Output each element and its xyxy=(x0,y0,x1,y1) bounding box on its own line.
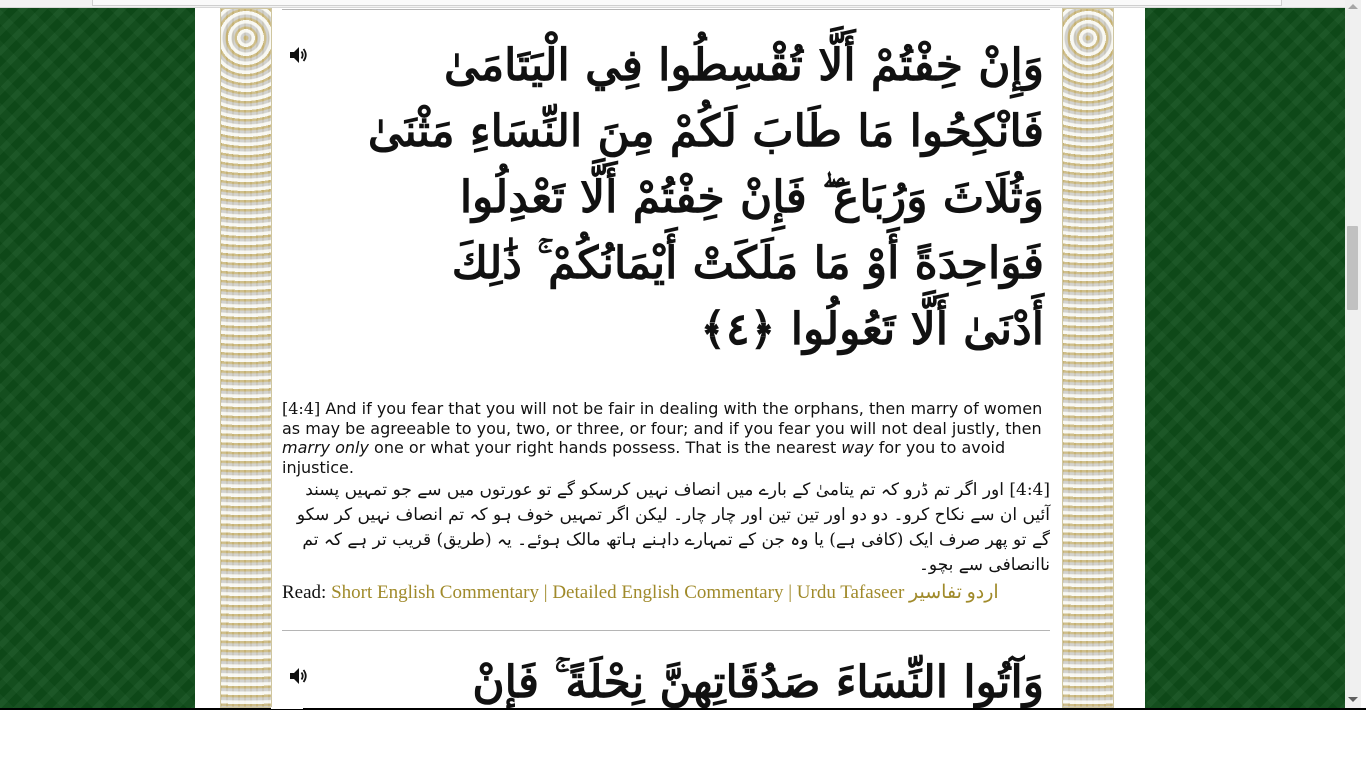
urdu-translation: [4:4] اور اگر تم ڈرو کہ تم یتامیٰ کے بارے میں انصاف نہیں کرسکو گے تو عورتوں میں سے جو تمہیں پسند آئیں ان سے نکاح کرو۔ دو دو اور تین تین اور چار چار۔ لیکن اگر تمہیں خوف ہو کہ تم انصاف نہیں کر سکو گے تو پھر صرف ایک (کافی ہے) یا وہ جن کے تمہارے داہنے ہاتھ مالک ہوئے۔ یہ (طریق) قریب تر ہے کہ تم ناانصافی سے بچو۔ xyxy=(296,480,1050,575)
divider-top xyxy=(282,9,1050,10)
page-column xyxy=(195,8,1145,708)
detailed-english-commentary-link[interactable]: Detailed English Commentary xyxy=(552,582,784,603)
link-separator: | xyxy=(783,582,797,603)
translation-text: one or what your right hands possess. That is the nearest xyxy=(368,438,842,457)
page-viewport xyxy=(0,8,1345,708)
arabic-line: وَآتُوا النِّسَاءَ صَدُقَاتِهِنَّ نِحْلَةً ۚ فَإِنْ xyxy=(472,657,1044,708)
divider-between-verses xyxy=(282,630,1050,631)
scroll-up-arrow-icon[interactable] xyxy=(1348,4,1358,9)
arabic-line: فَانْكِحُوا مَا طَابَ لَكُمْ مِنَ النِّسَاءِ مَثْنَىٰ xyxy=(367,106,1044,157)
decorative-border-left xyxy=(220,8,272,708)
speaker-icon[interactable] xyxy=(288,45,310,65)
urdu-tafaseer-native-link[interactable]: اردو تفاسیر xyxy=(909,582,999,603)
scroll-down-arrow-icon[interactable] xyxy=(1348,697,1358,702)
scrollbar-thumb[interactable] xyxy=(1347,226,1358,310)
vertical-scrollbar[interactable] xyxy=(1345,0,1361,708)
read-commentary-links xyxy=(282,581,1050,604)
speaker-icon[interactable] xyxy=(288,666,310,686)
link-separator: | xyxy=(539,582,553,603)
arabic-line: فَوَاحِدَةً أَوْ مَا مَلَكَتْ أَيْمَانُكُمْ ۚ ذَٰلِكَ xyxy=(451,238,1044,289)
arabic-verse-text xyxy=(472,650,1044,708)
translation-text: And if you fear that you will not be fair in dealing with the orphans, then marry of women as may be agreeable to you, two, or three, or four; and if you fear you will not deal justly, then xyxy=(282,399,1043,438)
arabic-verse-text xyxy=(367,33,1044,363)
verse-reference: [4:4] xyxy=(282,399,321,418)
top-frame-edge xyxy=(92,0,1282,6)
arabic-line: أَدْنَىٰ أَلَّا تَعُولُوا ﴿٤﴾ xyxy=(700,304,1044,355)
arabic-line: وَثُلَاثَ وَرُبَاعَ ۖ فَإِنْ خِفْتُمْ أَلَّا تَعْدِلُوا xyxy=(459,172,1044,223)
window-edge xyxy=(1361,0,1366,708)
arabic-line: وَإِنْ خِفْتُمْ أَلَّا تُقْسِطُوا فِي الْيَتَامَىٰ xyxy=(443,40,1044,91)
decorative-border-right xyxy=(1062,8,1114,708)
lower-blank-frame xyxy=(0,710,1366,768)
translation-text: for you to avoid injustice. xyxy=(282,438,1006,477)
frame-bottom-gap xyxy=(271,707,303,709)
read-label: Read: xyxy=(282,582,327,603)
translation-italic: marry only xyxy=(282,438,369,457)
urdu-tafaseer-link[interactable]: Urdu Tafaseer xyxy=(796,582,905,603)
short-english-commentary-link[interactable]: Short English Commentary xyxy=(331,582,540,603)
translation-italic: way xyxy=(841,438,874,457)
browser-top-strip xyxy=(0,0,1345,8)
english-translation xyxy=(282,399,1050,477)
